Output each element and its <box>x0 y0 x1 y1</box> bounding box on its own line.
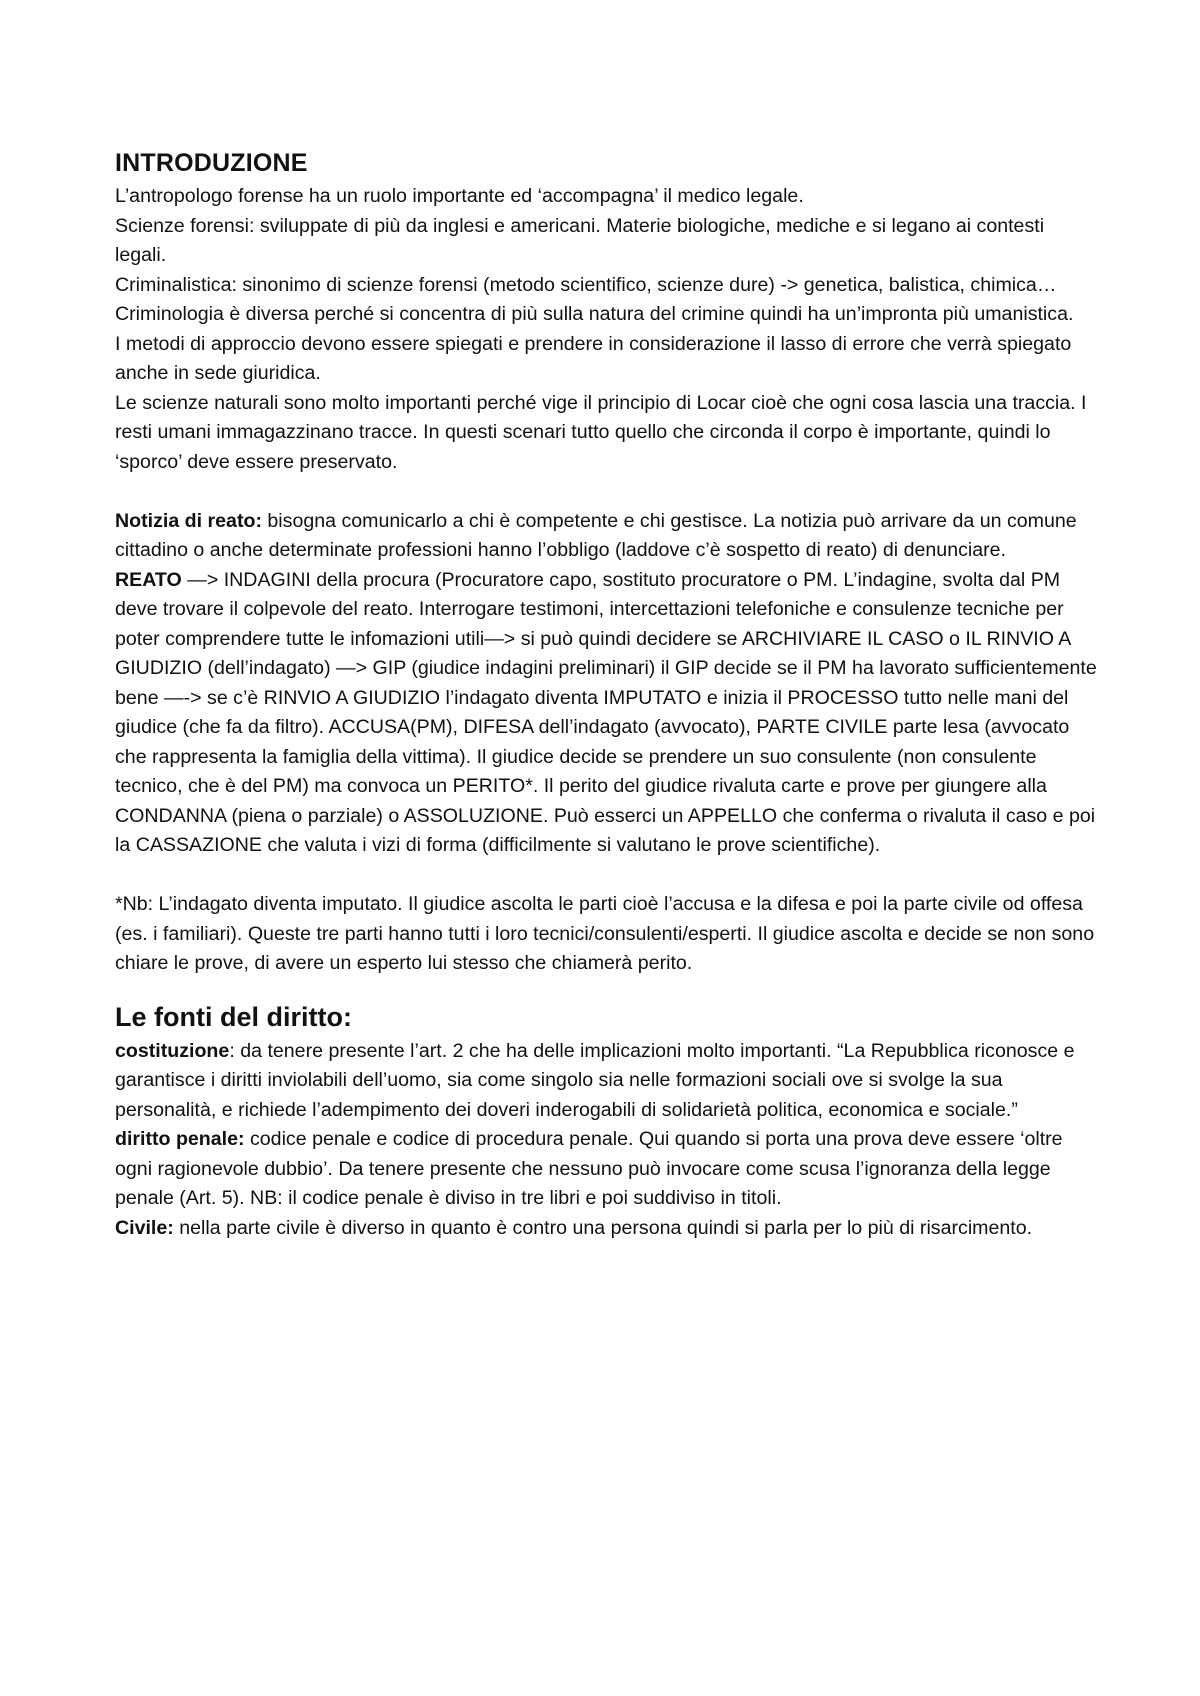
intro-paragraph: L’antropologo forense ha un ruolo importante ed ‘accompagna’ il medico legale. <box>115 185 804 207</box>
intro-paragraph: I metodi di approccio devono essere spiegati e prendere in considerazione il lasso di errore che verrà spiegato anche in sede giuridica. <box>115 332 1072 384</box>
nb-paragraph: *Nb: L’indagato diventa imputato. Il giudice ascolta le parti cioè l’accusa e la difesa e poi la parte civile od offesa (es. i familiari). Queste tre parti hanno tutti i loro tecnici/consulenti/esperti. Il giudice ascolta e decide se non sono chiare le prove, di avere un esperto lui stesso che chiamerà perito. <box>115 893 1095 974</box>
intro-heading: INTRODUZIONE <box>115 149 308 177</box>
penale-text: codice penale e codice di procedura penale. Qui quando si porta una prova deve essere ‘oltre ogni ragionevole dubbio’. Da tenere presente che nessuno può invocare come scusa l’ignoranza della legge penale (Art. 5). NB: il codice penale è diviso in tre libri e poi suddiviso in titoli. <box>115 1128 1063 1209</box>
reato-label: REATO <box>115 568 182 591</box>
reato-text: —> INDAGINI della procura (Procuratore capo, sostituto procuratore o PM. L’indagine, svolta dal PM deve trovare il colpevole del reato. Interrogare testimoni, intercettazioni telefoniche e consulenze tecniche per poter comprendere tutte le infomazioni utili—> si può quindi decidere se ARCHIVIARE IL CASO o IL RINVIO A GIUDIZIO (dell’indagato) —> GIP (giudice indagini preliminari) il GIP decide se il PM ha lavorato sufficientemente bene —-> se c’è RINVIO A GIUDIZIO l’indagato diventa IMPUTATO e inizia il PROCESSO tutto nelle mani del giudice (che fa da filtro). ACCUSA(PM), DIFESA dell’indagato (avvocato), PARTE CIVILE parte lesa (avvocato che rappresenta la famiglia della vittima). Il giudice decide se prendere un suo consulente (non consulente tecnico, che è del PM) ma convoca un PERITO*. Il perito del giudice rivaluta carte e prove per giungere alla CONDANNA (piena o parziale) o ASSOLUZIONE. Può esserci un APPELLO che conferma o rivaluta il caso e poi la CASSAZIONE che valuta i vizi di forma (difficilmente si valutano le prove scientifiche). <box>115 568 1097 856</box>
notizia-paragraph <box>115 507 1100 566</box>
civile-paragraph <box>115 1214 1100 1244</box>
civile-text: nella parte civile è diverso in quanto è contro una persona quindi si parla per lo più di risarcimento. <box>173 1216 1033 1239</box>
spacer <box>115 861 1100 891</box>
intro-paragraph: Criminologia è diversa perché si concentra di più sulla natura del crimine quindi ha un’impronta più umanistica. <box>115 303 1074 325</box>
spacer <box>115 477 1100 507</box>
notizia-text: bisogna comunicarlo a chi è competente e chi gestisce. La notizia può arrivare da un comune cittadino o anche determinate professioni hanno l’obbligo (laddove c’è sospetto di reato) di denunciare. <box>115 509 1077 561</box>
reato-paragraph <box>115 566 1100 861</box>
costituzione-label: costituzione <box>115 1039 230 1062</box>
penale-label: diritto penale: <box>115 1128 245 1150</box>
intro-paragraph: Scienze forensi: sviluppate di più da inglesi e americani. Materie biologiche, mediche e si legano ai contesti legali. <box>115 214 1045 266</box>
intro-paragraph: Criminalistica: sinonimo di scienze forensi (metodo scientifico, scienze dure) -> genetica, balistica, chimica… <box>115 273 1057 296</box>
intro-paragraph: Le scienze naturali sono molto importanti perché vige il principio di Locar cioè che ogni cosa lascia una traccia. I resti umani immagazzinano tracce. In questi scenari tutto quello che circonda il corpo è importante, quindi lo ‘sporco’ deve essere preservato. <box>115 391 1087 473</box>
costituzione-text: : da tenere presente l’art. 2 che ha delle implicazioni molto importanti. “La Repubblica riconosce e garantisce i diritti inviolabili dell’uomo, sia come singolo sia nelle formazioni sociali ove si svolge la sua personalità, e richiede l’adempimento dei doveri inderogabili di solidarietà politica, economica e sociale.” <box>115 1039 1075 1121</box>
civile-label: Civile: <box>115 1216 174 1239</box>
document-page <box>115 146 1100 1243</box>
notizia-label: Notizia di reato: <box>115 509 262 532</box>
fonti-heading: Le fonti del diritto: <box>115 1001 352 1032</box>
penale-paragraph <box>115 1125 1100 1214</box>
spacer <box>115 979 1100 997</box>
costituzione-paragraph <box>115 1037 1100 1126</box>
